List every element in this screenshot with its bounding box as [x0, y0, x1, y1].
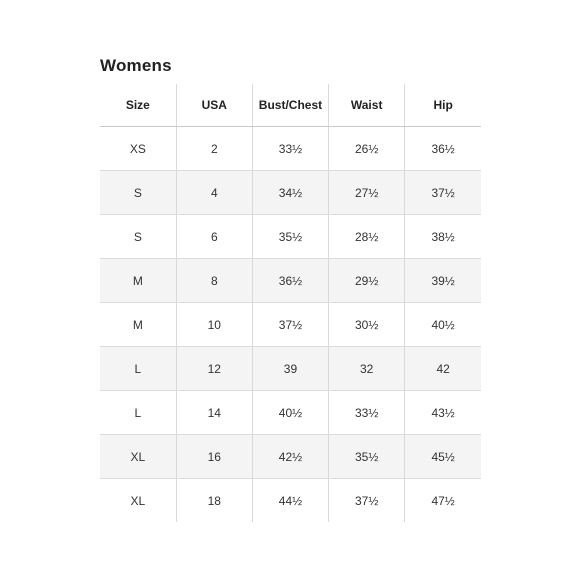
cell-waist: 27½ [329, 171, 405, 215]
table-header-row [100, 84, 481, 127]
cell-hip: 36½ [405, 127, 481, 171]
cell-bust-chest: 39 [252, 347, 328, 391]
cell-bust-chest: 44½ [252, 479, 328, 523]
cell-bust-chest: 34½ [252, 171, 328, 215]
column-header-size: Size [100, 84, 176, 127]
cell-size: XS [100, 127, 176, 171]
cell-bust-chest: 33½ [252, 127, 328, 171]
cell-size: M [100, 303, 176, 347]
table-row [100, 127, 481, 171]
table-row [100, 171, 481, 215]
cell-size: L [100, 347, 176, 391]
cell-waist: 32 [329, 347, 405, 391]
cell-hip: 45½ [405, 435, 481, 479]
cell-usa: 16 [176, 435, 252, 479]
table-row [100, 435, 481, 479]
cell-waist: 28½ [329, 215, 405, 259]
cell-bust-chest: 36½ [252, 259, 328, 303]
cell-hip: 47½ [405, 479, 481, 523]
cell-size: L [100, 391, 176, 435]
cell-usa: 2 [176, 127, 252, 171]
cell-size: M [100, 259, 176, 303]
column-header-waist: Waist [329, 84, 405, 127]
size-chart-table [100, 84, 481, 522]
table-row [100, 303, 481, 347]
cell-bust-chest: 40½ [252, 391, 328, 435]
cell-usa: 10 [176, 303, 252, 347]
cell-usa: 18 [176, 479, 252, 523]
cell-size: S [100, 215, 176, 259]
table-row [100, 479, 481, 523]
table-row [100, 347, 481, 391]
cell-waist: 33½ [329, 391, 405, 435]
cell-hip: 37½ [405, 171, 481, 215]
cell-usa: 12 [176, 347, 252, 391]
cell-size: XL [130, 493, 146, 508]
cell-size: XL [100, 435, 176, 479]
cell-usa: 6 [176, 215, 252, 259]
cell-bust-chest: 35½ [252, 215, 328, 259]
cell-hip: 40½ [405, 303, 481, 347]
cell-size: S [100, 171, 176, 215]
table-row [100, 215, 481, 259]
table-row [100, 259, 481, 303]
page-title: Womens [100, 56, 172, 75]
cell-bust-chest: 37½ [252, 303, 328, 347]
cell-usa: 8 [176, 259, 252, 303]
cell-waist: 26½ [329, 127, 405, 171]
column-header-hip: Hip [405, 84, 481, 127]
cell-hip: 42 [405, 347, 481, 391]
cell-bust-chest: 42½ [252, 435, 328, 479]
column-header-bust-chest: Bust/Chest [252, 84, 328, 127]
cell-hip: 39½ [405, 259, 481, 303]
column-header-usa: USA [176, 84, 252, 127]
cell-hip: 38½ [405, 215, 481, 259]
cell-waist: 29½ [329, 259, 405, 303]
cell-hip: 43½ [405, 391, 481, 435]
cell-waist: 35½ [329, 435, 405, 479]
cell-waist: 37½ [329, 479, 405, 523]
table-row [100, 391, 481, 435]
cell-usa: 14 [176, 391, 252, 435]
cell-waist: 30½ [329, 303, 405, 347]
cell-usa: 4 [176, 171, 252, 215]
